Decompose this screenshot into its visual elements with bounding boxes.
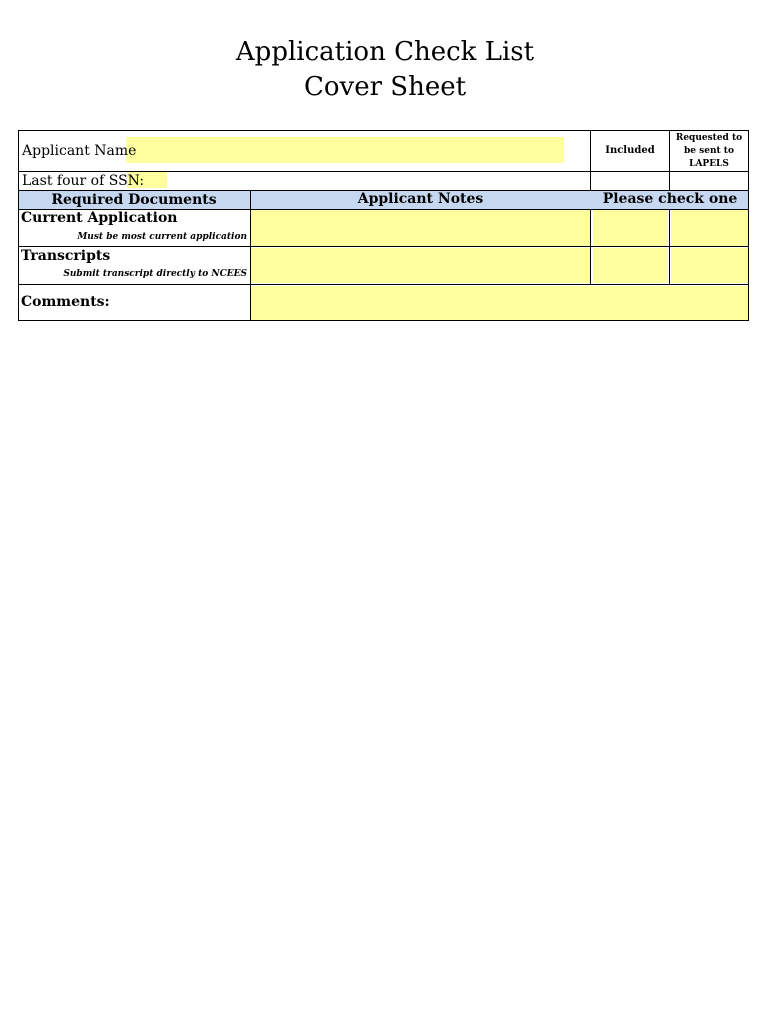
included-checkbox-2[interactable] xyxy=(593,248,668,283)
document-note-transcripts: Submit transcript directly to NCEES xyxy=(63,269,247,279)
please-check-header: Please check one xyxy=(602,191,738,207)
requested-checkbox-1[interactable] xyxy=(671,210,749,246)
document-note-current-application: Must be most current application xyxy=(77,232,247,242)
border-left xyxy=(18,130,19,321)
applicant-name-field[interactable] xyxy=(126,137,564,163)
row-divider xyxy=(18,246,749,247)
required-documents-header: Required Documents xyxy=(51,192,217,208)
included-checkbox-1[interactable] xyxy=(593,210,668,246)
col-divider xyxy=(250,190,251,321)
title-line-1: Application Check List xyxy=(235,37,535,67)
row-divider xyxy=(18,171,749,172)
row-divider xyxy=(18,284,749,285)
requested-label: Requested to be sent to LAPELS xyxy=(675,133,743,169)
comments-field[interactable] xyxy=(251,286,749,320)
comments-label: Comments: xyxy=(21,294,110,310)
document-name-current-application: Current Application xyxy=(21,210,178,226)
notes-field-1[interactable] xyxy=(251,210,590,246)
applicant-notes-header: Applicant Notes xyxy=(357,191,484,207)
ssn-label: Last four of SSN: xyxy=(22,173,145,189)
applicant-name-label: Applicant Name xyxy=(22,143,137,159)
col-divider xyxy=(590,209,591,285)
document-name-transcripts: Transcripts xyxy=(21,248,111,264)
border-bottom xyxy=(18,320,749,321)
included-label: Included xyxy=(605,145,655,156)
requested-checkbox-2[interactable] xyxy=(671,248,749,283)
title-line-2: Cover Sheet xyxy=(303,72,467,102)
border-right xyxy=(748,130,749,321)
col-divider xyxy=(669,209,670,285)
border-top xyxy=(18,130,749,131)
col-divider xyxy=(590,130,591,190)
notes-field-2[interactable] xyxy=(251,248,590,283)
